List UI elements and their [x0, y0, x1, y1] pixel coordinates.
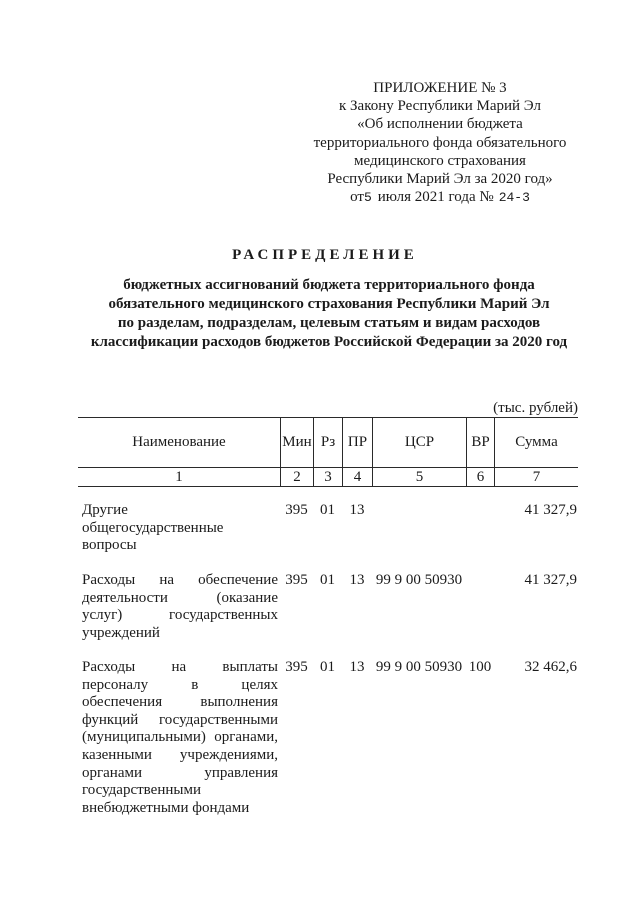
appendix-line: к Закону Республики Марий Эл	[338, 98, 541, 115]
appendix-block	[300, 79, 580, 207]
table-row	[78, 502, 578, 555]
cell-vr	[466, 502, 494, 555]
appendix-line: Республики Марий Эл за 2020 год»	[327, 171, 553, 188]
column-header-min: Мин	[280, 418, 313, 467]
name-line: общегосударственные	[82, 519, 224, 536]
name-line: (муниципальными) органами,	[82, 729, 278, 746]
units-note: (тыс. рублей)	[493, 400, 578, 416]
name-line: вопросы	[82, 537, 137, 554]
cell-min: 395	[285, 659, 308, 675]
cell-csr: 99 9 00 50930	[375, 572, 463, 588]
document-subheading	[79, 276, 579, 352]
subheading-line: обязательного медицинского страхования Республики Марий Эл	[108, 296, 550, 312]
table-row	[78, 659, 578, 817]
name-line: Расходы на обеспечение	[82, 572, 278, 588]
date-prefix: от	[350, 189, 364, 206]
distribution-table	[78, 417, 578, 487]
name-line: обеспечения выполнения	[82, 694, 278, 711]
cell-min: 395	[285, 572, 308, 588]
column-number: 6	[466, 468, 494, 486]
name-line: Расходы на выплаты	[82, 659, 278, 675]
cell-csr: 99 9 00 50930	[375, 659, 463, 675]
appendix-line: территориального фонда обязательного	[313, 134, 567, 151]
column-number: 7	[494, 468, 578, 486]
column-number: 4	[342, 468, 372, 486]
column-number: 1	[175, 469, 183, 485]
column-header-pr: ПР	[342, 418, 372, 467]
cell-pr: 13	[349, 502, 365, 518]
cell-rz: 01	[320, 572, 335, 588]
cell-vr: 100	[468, 659, 492, 675]
column-header-csr: ЦСР	[372, 418, 466, 467]
column-header-vr: ВР	[466, 418, 494, 467]
appendix-line: медицинского страхования	[354, 152, 526, 169]
cell-pr: 13	[349, 572, 365, 588]
cell-vr	[466, 572, 494, 642]
date-text: июля 2021 года №	[377, 189, 494, 206]
cell-sum: 32 462,6	[524, 659, 577, 675]
name-line: функций государственными	[82, 711, 278, 728]
row-name	[78, 572, 280, 642]
column-number: 3	[313, 468, 342, 486]
column-header-sum: Сумма	[494, 418, 578, 467]
cell-pr: 13	[349, 659, 365, 675]
cell-sum: 41 327,9	[524, 572, 577, 588]
name-line: казенными учреждениями,	[82, 746, 278, 763]
name-line: услуг) государственных	[82, 607, 278, 624]
document-heading: РАСПРЕДЕЛЕНИЕ	[232, 247, 418, 263]
row-name	[78, 659, 280, 817]
appendix-date-line	[300, 188, 580, 207]
name-line: внебюджетными фондами	[82, 799, 250, 816]
table-header-row	[78, 417, 578, 468]
column-number: 5	[372, 468, 466, 486]
cell-min: 395	[285, 502, 308, 518]
name-line: деятельности (оказание	[82, 589, 278, 606]
name-line: Другие	[82, 502, 128, 518]
date-day: 5	[363, 190, 372, 206]
row-name	[78, 502, 280, 555]
name-line: государственными	[82, 782, 201, 799]
column-header-name: Наименование	[132, 434, 226, 450]
column-number-row	[78, 468, 578, 487]
name-line: учреждений	[82, 624, 160, 641]
law-number: 24-3	[498, 190, 530, 206]
cell-csr	[372, 502, 466, 555]
cell-rz: 01	[320, 502, 335, 518]
cell-sum: 41 327,9	[524, 502, 577, 518]
appendix-line: «Об исполнении бюджета	[357, 116, 523, 133]
appendix-title: ПРИЛОЖЕНИЕ № 3	[373, 80, 507, 96]
column-header-rz: Рз	[313, 418, 342, 467]
name-line: персоналу в целях	[82, 676, 278, 693]
table-row	[78, 572, 578, 642]
name-line: органами управления	[82, 764, 278, 781]
subheading-line: классификации расходов бюджетов Российской Федерации за 2020 год	[90, 334, 568, 350]
subheading-line: бюджетных ассигнований бюджета территориального фонда	[123, 277, 535, 293]
subheading-line: по разделам, подразделам, целевым статьям и видам расходов	[117, 315, 541, 331]
column-number: 2	[280, 468, 313, 486]
cell-rz: 01	[320, 659, 335, 675]
